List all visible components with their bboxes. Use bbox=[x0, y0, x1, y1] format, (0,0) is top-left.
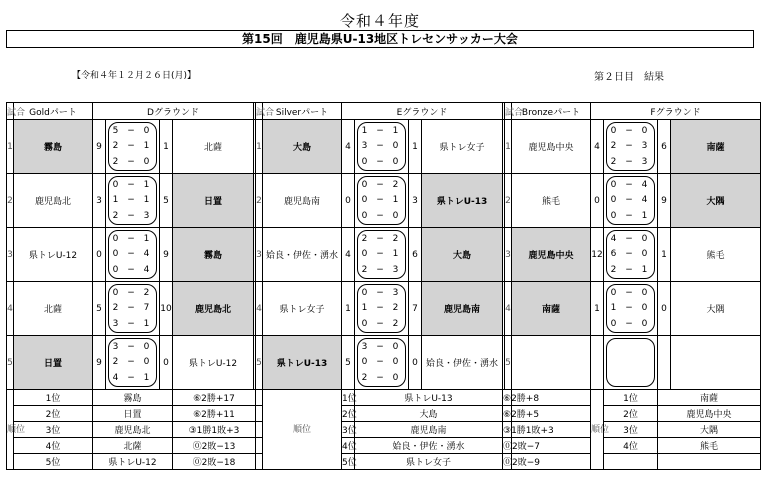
set-score: 6 − 0 bbox=[610, 249, 651, 260]
rank-position: 1位 bbox=[604, 390, 658, 406]
gap bbox=[256, 390, 263, 406]
sets-list bbox=[106, 123, 159, 170]
set-scores bbox=[106, 282, 160, 336]
ground-header: Eグラウンド bbox=[342, 103, 503, 120]
set-scores bbox=[604, 336, 658, 390]
part-header: Silverパート bbox=[263, 103, 342, 120]
match-number: 3 bbox=[7, 228, 14, 282]
set-scores bbox=[355, 228, 409, 282]
match-row bbox=[7, 282, 761, 336]
match-number: 2 bbox=[256, 174, 263, 228]
away-team: 県トレU-12 bbox=[173, 336, 254, 390]
match-number: 1 bbox=[7, 120, 14, 174]
away-total: 9 bbox=[160, 228, 173, 282]
rank-team: 県トレU-13 bbox=[355, 390, 503, 406]
home-team: 県トレU-13 bbox=[263, 336, 342, 390]
home-total: 9 bbox=[93, 336, 106, 390]
match-number: 5 bbox=[256, 336, 263, 390]
rank-position: 2位 bbox=[14, 406, 93, 422]
set-scores bbox=[106, 228, 160, 282]
set-score: 3 − 0 bbox=[361, 141, 402, 152]
set-score: 0 − 4 bbox=[610, 179, 651, 190]
set-score: 1 − 0 bbox=[610, 303, 651, 314]
rank-team: 日置 bbox=[93, 406, 173, 422]
home-team: 日置 bbox=[14, 336, 93, 390]
home-team: 南薩 bbox=[512, 282, 591, 336]
rank-record: ⓪2敗−18 bbox=[173, 454, 256, 470]
home-team: 鹿児島北 bbox=[14, 174, 93, 228]
away-total: 6 bbox=[409, 228, 422, 282]
rank-position: 3位 bbox=[342, 422, 355, 438]
set-scores bbox=[604, 282, 658, 336]
set-score: 0 − 1 bbox=[361, 195, 402, 206]
rank-position: 1位 bbox=[14, 390, 93, 406]
rank-record: ⑥2勝+5 bbox=[503, 406, 512, 422]
rank-position: 5位 bbox=[14, 454, 93, 470]
rank-position: 4位 bbox=[604, 438, 658, 454]
home-total: 1 bbox=[342, 282, 355, 336]
away-total bbox=[658, 336, 671, 390]
sets-list bbox=[604, 339, 657, 386]
home-total: 4 bbox=[342, 120, 355, 174]
home-total: 0 bbox=[93, 228, 106, 282]
rank-position: 3位 bbox=[14, 422, 93, 438]
home-team: 県トレ女子 bbox=[263, 282, 342, 336]
away-total: 1 bbox=[658, 228, 671, 282]
gap bbox=[256, 406, 263, 422]
home-total: 1 bbox=[591, 282, 604, 336]
rank-record: ⓪2敗−13 bbox=[173, 438, 256, 454]
home-team: 鹿児島中央 bbox=[512, 228, 591, 282]
set-score: 2 − 3 bbox=[112, 211, 153, 222]
set-score: 1 − 2 bbox=[361, 303, 402, 314]
rank-position: 4位 bbox=[342, 438, 355, 454]
match-row bbox=[7, 174, 761, 228]
away-team: 姶良・伊佐・湧水 bbox=[422, 336, 503, 390]
set-score: 1 − 1 bbox=[112, 195, 153, 206]
rank-position: 2位 bbox=[604, 406, 658, 422]
home-team: 鹿児島中央 bbox=[512, 120, 591, 174]
rank-team: 鹿児島南 bbox=[355, 422, 503, 438]
away-total: 5 bbox=[160, 174, 173, 228]
away-team: 鹿児島南 bbox=[422, 282, 503, 336]
set-score: 3 − 0 bbox=[361, 341, 402, 352]
sets-list bbox=[604, 285, 657, 332]
match-number-header: 試合 bbox=[256, 103, 263, 120]
rank-position: 4位 bbox=[14, 438, 93, 454]
away-total: 0 bbox=[658, 282, 671, 336]
set-score: 0 − 1 bbox=[610, 211, 651, 222]
match-number: 1 bbox=[256, 120, 263, 174]
set-scores bbox=[604, 120, 658, 174]
set-score: 0 − 1 bbox=[112, 179, 153, 190]
set-scores bbox=[355, 120, 409, 174]
set-score: 2 − 0 bbox=[112, 157, 153, 168]
set-score: 4 − 1 bbox=[112, 373, 153, 384]
day-result-label: 第２日目 結果 bbox=[594, 72, 664, 83]
away-total: 1 bbox=[409, 120, 422, 174]
gap bbox=[256, 422, 263, 438]
set-score: 0 − 4 bbox=[112, 265, 153, 276]
home-total bbox=[591, 336, 604, 390]
away-team: 南薩 bbox=[671, 120, 761, 174]
match-row bbox=[7, 336, 761, 390]
match-number: 4 bbox=[256, 282, 263, 336]
part-header: Bronzeパート bbox=[512, 103, 591, 120]
set-scores bbox=[106, 120, 160, 174]
sets-list bbox=[604, 177, 657, 224]
set-score: 0 − 1 bbox=[112, 233, 153, 244]
away-total: 3 bbox=[409, 174, 422, 228]
away-total: 9 bbox=[658, 174, 671, 228]
rank-position: 1位 bbox=[342, 390, 355, 406]
rank-team: 県トレ女子 bbox=[355, 454, 503, 470]
away-total: 1 bbox=[160, 120, 173, 174]
sets-list bbox=[355, 339, 408, 386]
set-score: 0 − 2 bbox=[361, 319, 402, 330]
rank-team: 大島 bbox=[355, 406, 503, 422]
ranking-row bbox=[7, 390, 761, 406]
sets-list bbox=[106, 339, 159, 386]
sets-list bbox=[604, 123, 657, 170]
home-team: 大島 bbox=[263, 120, 342, 174]
sets-list bbox=[355, 285, 408, 332]
match-number: 3 bbox=[256, 228, 263, 282]
home-total: 0 bbox=[591, 174, 604, 228]
away-total: 7 bbox=[409, 282, 422, 336]
away-team: 大島 bbox=[422, 228, 503, 282]
ranking-label: 順位 bbox=[7, 390, 14, 470]
set-score: 2 − 3 bbox=[610, 141, 651, 152]
rank-record: ⓪2敗−9 bbox=[503, 454, 512, 470]
away-team: 県トレU-13 bbox=[422, 174, 503, 228]
ranking-row bbox=[7, 422, 761, 438]
rank-record: ⑥2勝+8 bbox=[503, 390, 512, 406]
set-score: 2 − 0 bbox=[361, 373, 402, 384]
rank-team: 北薩 bbox=[93, 438, 173, 454]
away-team: 熊毛 bbox=[671, 228, 761, 282]
match-number: 1 bbox=[505, 120, 512, 174]
set-score: 2 − 2 bbox=[361, 233, 402, 244]
set-score: 2 − 3 bbox=[610, 157, 651, 168]
set-score: 4 − 0 bbox=[610, 233, 651, 244]
set-scores bbox=[106, 336, 160, 390]
away-total: 6 bbox=[658, 120, 671, 174]
home-total: 5 bbox=[342, 336, 355, 390]
rank-team bbox=[658, 454, 761, 470]
results-table bbox=[6, 102, 761, 470]
home-team: 霧島 bbox=[14, 120, 93, 174]
ranking-label: 順位 bbox=[591, 390, 604, 470]
rank-record: ⑥2勝+17 bbox=[173, 390, 256, 406]
match-number: 2 bbox=[505, 174, 512, 228]
set-score: 0 − 0 bbox=[361, 157, 402, 168]
rank-record: ③1勝1敗+3 bbox=[503, 422, 512, 438]
ranking-row bbox=[7, 406, 761, 422]
set-score: 3 − 0 bbox=[112, 341, 153, 352]
sets-list bbox=[106, 285, 159, 332]
away-total: 10 bbox=[160, 282, 173, 336]
set-score: 0 − 0 bbox=[610, 287, 651, 298]
away-team: 大隅 bbox=[671, 174, 761, 228]
part-header: Goldパート bbox=[14, 103, 93, 120]
rank-team: 県トレU-12 bbox=[93, 454, 173, 470]
sets-list bbox=[604, 231, 657, 278]
sets-list bbox=[106, 231, 159, 278]
date-label: 【令和４年１２月２６日(月)】 bbox=[72, 71, 197, 81]
home-total: 5 bbox=[93, 282, 106, 336]
away-team: 県トレ女子 bbox=[422, 120, 503, 174]
gap bbox=[256, 438, 263, 454]
match-number: 5 bbox=[505, 336, 512, 390]
page-title: 令和４年度 bbox=[339, 12, 420, 30]
match-number: 5 bbox=[7, 336, 14, 390]
home-team bbox=[512, 336, 591, 390]
set-scores bbox=[604, 174, 658, 228]
tournament-title: 第15回 鹿児島県U-13地区トレセンサッカー大会 bbox=[6, 30, 754, 48]
rank-position: 2位 bbox=[342, 406, 355, 422]
home-total: 4 bbox=[591, 120, 604, 174]
set-scores bbox=[355, 282, 409, 336]
home-team: 北薩 bbox=[14, 282, 93, 336]
rank-team: 姶良・伊佐・湧水 bbox=[355, 438, 503, 454]
set-score: 0 − 4 bbox=[610, 195, 651, 206]
home-total: 9 bbox=[93, 120, 106, 174]
set-score: 0 − 0 bbox=[610, 319, 651, 330]
match-number-header: 試合 bbox=[7, 103, 14, 120]
ranking-row bbox=[7, 438, 761, 454]
away-total: 0 bbox=[160, 336, 173, 390]
set-score: 5 − 0 bbox=[112, 125, 153, 136]
ground-header: Dグラウンド bbox=[93, 103, 254, 120]
sets-list bbox=[355, 231, 408, 278]
set-score: 2 − 7 bbox=[112, 303, 153, 314]
set-score: 0 − 2 bbox=[361, 179, 402, 190]
match-row bbox=[7, 120, 761, 174]
set-score: 0 − 3 bbox=[361, 287, 402, 298]
rank-team: 熊毛 bbox=[658, 438, 761, 454]
away-team: 日置 bbox=[173, 174, 254, 228]
home-total: 0 bbox=[342, 174, 355, 228]
rank-team: 鹿児島中央 bbox=[658, 406, 761, 422]
sets-list bbox=[355, 123, 408, 170]
set-score: 0 − 4 bbox=[112, 249, 153, 260]
set-score: 2 − 0 bbox=[112, 357, 153, 368]
rank-team: 鹿児島北 bbox=[93, 422, 173, 438]
rank-position: 3位 bbox=[604, 422, 658, 438]
set-score: 0 − 2 bbox=[112, 287, 153, 298]
match-number: 4 bbox=[505, 282, 512, 336]
home-total: 12 bbox=[591, 228, 604, 282]
gap bbox=[256, 454, 263, 470]
set-scores bbox=[355, 336, 409, 390]
set-scores bbox=[604, 228, 658, 282]
rank-team: 霧島 bbox=[93, 390, 173, 406]
ranking-label: 順位 bbox=[263, 390, 342, 470]
set-score: 2 − 1 bbox=[610, 265, 651, 276]
away-team: 霧島 bbox=[173, 228, 254, 282]
away-team: 北薩 bbox=[173, 120, 254, 174]
ranking-row bbox=[7, 454, 761, 470]
away-team: 大隅 bbox=[671, 282, 761, 336]
set-score: 2 − 1 bbox=[112, 141, 153, 152]
set-score: 0 − 0 bbox=[361, 357, 402, 368]
home-team: 県トレU-12 bbox=[14, 228, 93, 282]
match-number: 3 bbox=[505, 228, 512, 282]
set-score: 1 − 1 bbox=[361, 125, 402, 136]
set-scores bbox=[106, 174, 160, 228]
home-team: 姶良・伊佐・湧水 bbox=[263, 228, 342, 282]
rank-position: 5位 bbox=[342, 454, 355, 470]
rank-position bbox=[604, 454, 658, 470]
set-score: 0 − 1 bbox=[361, 249, 402, 260]
set-score: 2 − 3 bbox=[361, 265, 402, 276]
match-row bbox=[7, 228, 761, 282]
match-number: 2 bbox=[7, 174, 14, 228]
set-score: 3 − 1 bbox=[112, 319, 153, 330]
rank-team: 南薩 bbox=[658, 390, 761, 406]
home-team: 熊毛 bbox=[512, 174, 591, 228]
away-total: 0 bbox=[409, 336, 422, 390]
rank-record: ⑥2勝+11 bbox=[173, 406, 256, 422]
set-scores bbox=[355, 174, 409, 228]
home-total: 4 bbox=[342, 228, 355, 282]
home-total: 3 bbox=[93, 174, 106, 228]
set-score: 0 − 0 bbox=[610, 125, 651, 136]
sets-list bbox=[355, 177, 408, 224]
sets-list bbox=[106, 177, 159, 224]
away-team: 鹿児島北 bbox=[173, 282, 254, 336]
away-team bbox=[671, 336, 761, 390]
match-number-header: 試合 bbox=[505, 103, 512, 120]
rank-record: ③1勝1敗+3 bbox=[173, 422, 256, 438]
rank-team: 大隅 bbox=[658, 422, 761, 438]
rank-record: ⓪2敗−7 bbox=[503, 438, 512, 454]
match-number: 4 bbox=[7, 282, 14, 336]
home-team: 鹿児島南 bbox=[263, 174, 342, 228]
set-score: 0 − 0 bbox=[361, 211, 402, 222]
ground-header: Fグラウンド bbox=[591, 103, 761, 120]
